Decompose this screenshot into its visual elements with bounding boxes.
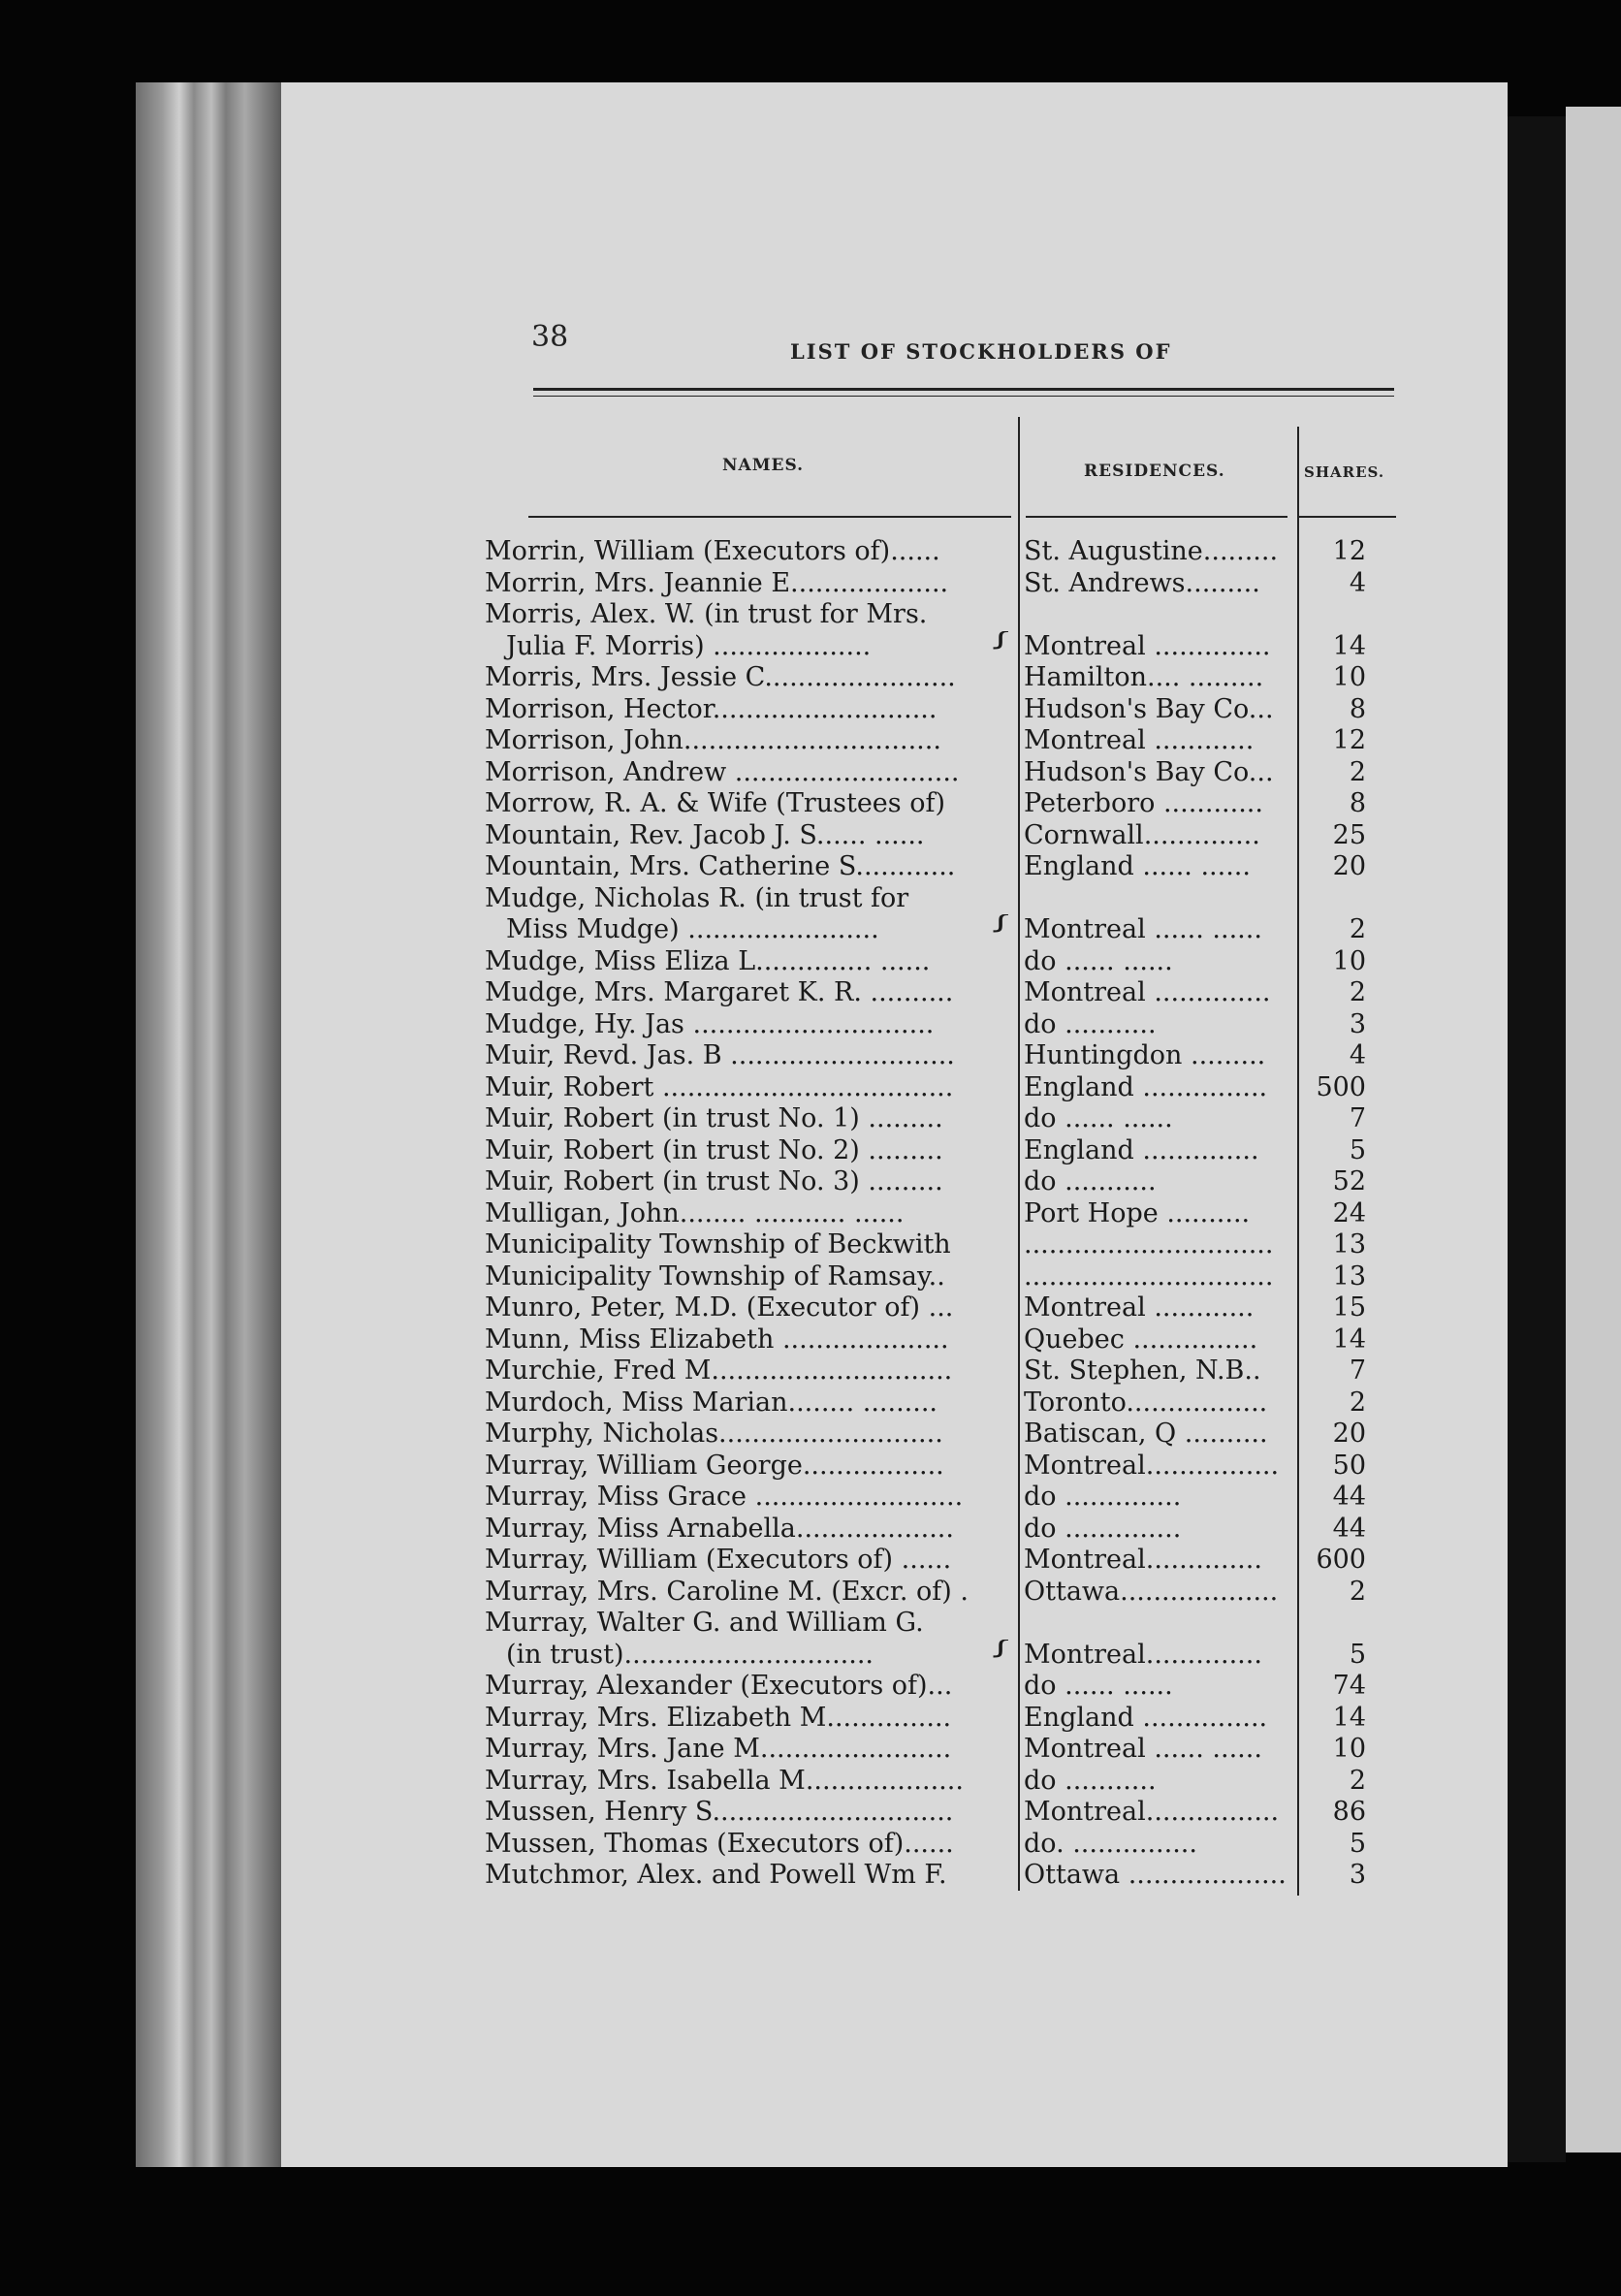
stockholder-name: Murray, Miss Arnabella...................	[485, 1513, 954, 1544]
shares-cell: 12	[1332, 725, 1366, 755]
shares-cell: 2	[1349, 1387, 1366, 1418]
residence-cell: do ..............	[1024, 1482, 1182, 1512]
stockholder-name: Muir, Robert ...................................	[485, 1071, 954, 1102]
top-rule-thin	[533, 396, 1394, 397]
shares-cell: 600	[1316, 1545, 1366, 1575]
stockholder-name: Municipality Township of Ramsay..	[485, 1260, 945, 1292]
shares-cell: 2	[1349, 756, 1366, 787]
residence-cell: Montreal ............	[1024, 1292, 1255, 1323]
stockholder-name: Munn, Miss Elizabeth ....................	[485, 1323, 949, 1355]
shares-cell: 44	[1332, 1513, 1366, 1544]
residence-cell: Batiscan, Q ..........	[1024, 1419, 1268, 1449]
shares-cell: 2	[1349, 1765, 1366, 1796]
stockholder-name: Murdoch, Miss Marian........ .........	[485, 1387, 938, 1418]
shares-cell: 2	[1349, 1576, 1366, 1607]
residence-cell: St. Stephen, N.B..	[1024, 1355, 1261, 1386]
residence-cell: Montreal................	[1024, 1797, 1280, 1827]
shares-cell: 20	[1332, 851, 1366, 881]
stockholder-name: Mountain, Mrs. Catherine S............	[485, 851, 956, 881]
shares-cell: 4	[1349, 1040, 1366, 1070]
residence-cell: Toronto.................	[1024, 1387, 1268, 1418]
residence-cell: Port Hope ..........	[1024, 1197, 1251, 1228]
residence-cell: ..............................	[1024, 1260, 1274, 1292]
stockholder-name: Morrin, Mrs. Jeannie E...................	[485, 567, 949, 598]
residence-cell: Hudson's Bay Co...	[1024, 756, 1274, 787]
residence-cell: Hamilton.... .........	[1024, 662, 1264, 692]
shares-cell: 7	[1349, 1103, 1366, 1133]
top-rule	[533, 388, 1394, 391]
shares-cell: 44	[1332, 1482, 1366, 1512]
column-header-names: NAMES.	[722, 456, 805, 475]
stockholder-name: Mulligan, John........ ........... ......	[485, 1197, 905, 1228]
residence-cell: Montreal..............	[1024, 1639, 1262, 1670]
stockholder-name: Muir, Robert (in trust No. 3) .........	[485, 1166, 943, 1196]
residence-cell: Montreal ............	[1024, 725, 1255, 755]
residence-cell: Montreal..............	[1024, 1545, 1262, 1575]
residence-cell: do ..............	[1024, 1513, 1182, 1544]
stockholder-name: Murray, Mrs. Elizabeth M...............	[485, 1702, 952, 1733]
shares-cell: 14	[1332, 1702, 1366, 1733]
residence-cell: England ..............	[1024, 1134, 1259, 1165]
shares-cell: 52	[1332, 1166, 1366, 1196]
names-column	[485, 536, 1013, 1892]
stockholder-name: Mudge, Nicholas R. (in trust for	[485, 882, 909, 913]
stockholder-name: Mudge, Miss Eliza L.............. ......	[485, 945, 931, 976]
residence-cell: Hudson's Bay Co...	[1024, 693, 1274, 724]
stockholder-name: Mountain, Rev. Jacob J. S...... ......	[485, 819, 925, 850]
shares-cell	[1299, 599, 1372, 631]
shares-cell: 2	[1349, 977, 1366, 1007]
shares-cell: 20	[1332, 1419, 1366, 1449]
shares-cell: 7	[1349, 1355, 1366, 1386]
shares-cell: 5	[1349, 1828, 1366, 1859]
shares-cell: 500	[1316, 1071, 1366, 1102]
book-spine	[136, 82, 281, 2167]
residence-cell: Montreal................	[1024, 1450, 1280, 1481]
shares-cell: 8	[1349, 693, 1366, 724]
shares-cell	[1299, 1608, 1372, 1640]
shares-cell: 14	[1332, 630, 1366, 661]
header-underline-names	[528, 516, 1011, 518]
stockholder-name: Muir, Revd. Jas. B ...........................	[485, 1040, 955, 1070]
header-underline-residences	[1026, 516, 1287, 518]
shares-cell: 15	[1332, 1292, 1366, 1323]
stockholder-name: Mutchmor, Alex. and Powell Wm F.	[485, 1860, 947, 1890]
residence-cell	[1018, 1608, 1299, 1640]
residence-cell: Quebec ...............	[1024, 1323, 1258, 1355]
residence-cell	[1018, 599, 1299, 631]
residence-cell: do ...........	[1024, 1166, 1157, 1196]
shares-cell: 4	[1349, 567, 1366, 598]
stockholder-name: Municipality Township of Beckwith	[485, 1229, 951, 1260]
shares-column	[1299, 536, 1372, 1892]
stockholder-name: Morrow, R. A. & Wife (Trustees of)	[485, 788, 946, 818]
stockholder-name: Morris, Alex. W. (in trust for Mrs.	[485, 599, 928, 629]
residence-cell: do. ...............	[1024, 1828, 1197, 1859]
shares-cell: 10	[1332, 945, 1366, 976]
shares-cell: 74	[1332, 1671, 1366, 1701]
residence-cell: Cornwall..............	[1024, 819, 1260, 850]
shares-cell: 86	[1332, 1797, 1366, 1827]
shares-cell: 5	[1349, 1134, 1366, 1165]
stockholder-name: Miss Mudge) ....................... }	[485, 914, 1013, 946]
stockholder-name: Morrison, Andrew ...........................	[485, 756, 960, 787]
page-number: 38	[531, 320, 569, 354]
stockholder-name: Muir, Robert (in trust No. 1) .........	[485, 1103, 943, 1133]
residence-cell: Huntingdon .........	[1024, 1040, 1266, 1070]
stockholder-name: (in trust).............................. }	[485, 1640, 1013, 1672]
shares-cell: 2	[1349, 914, 1366, 944]
stockholder-name: Mudge, Mrs. Margaret K. R. ..........	[485, 977, 954, 1007]
residence-cell: England ...............	[1024, 1702, 1268, 1733]
stockholder-name: Muir, Robert (in trust No. 2) .........	[485, 1134, 943, 1165]
stockholder-name: Morrin, William (Executors of)......	[485, 536, 940, 566]
residence-cell	[1018, 883, 1299, 915]
stockholder-name: Murray, Mrs. Jane M.......................	[485, 1734, 952, 1764]
stockholder-name: Murray, Alexander (Executors of)...	[485, 1671, 953, 1701]
stockholder-name: Murchie, Fred M.............................	[485, 1355, 953, 1386]
stockholder-name: Murray, Mrs. Caroline M. (Excr. of) .	[485, 1576, 969, 1607]
stockholder-name: Morrison, Hector...........................	[485, 693, 938, 724]
stockholder-name: Morris, Mrs. Jessie C.......................	[485, 662, 956, 692]
residence-cell: ..............................	[1024, 1229, 1274, 1260]
residence-cell: England ...............	[1024, 1071, 1268, 1102]
stockholder-name: Murray, William (Executors of) ......	[485, 1545, 952, 1575]
stockholder-name: Murray, Mrs. Isabella M...................	[485, 1765, 964, 1796]
residence-cell: do ...........	[1024, 1008, 1157, 1039]
residence-cell: Montreal ...... ......	[1024, 914, 1262, 944]
stockholder-name: Morrison, John...............................	[485, 725, 941, 755]
residence-cell: Peterboro ............	[1024, 788, 1263, 818]
shares-cell	[1299, 883, 1372, 915]
residence-cell: do ...... ......	[1024, 945, 1173, 976]
shares-cell: 5	[1349, 1639, 1366, 1670]
stockholder-name: Murray, Walter G. and William G.	[485, 1608, 924, 1638]
residence-cell: do ...... ......	[1024, 1103, 1173, 1133]
shares-cell: 12	[1332, 536, 1366, 566]
residence-cell: do ...........	[1024, 1765, 1157, 1796]
shares-cell: 13	[1332, 1229, 1366, 1260]
residence-cell: St. Andrews.........	[1024, 567, 1260, 598]
stockholder-name: Mudge, Hy. Jas .............................	[485, 1008, 935, 1039]
shares-cell: 10	[1332, 1734, 1366, 1764]
column-header-shares: SHARES.	[1304, 463, 1385, 481]
residence-cell: Ottawa...................	[1024, 1576, 1279, 1607]
residences-column	[1018, 536, 1299, 1892]
residence-cell: Montreal ...... ......	[1024, 1734, 1262, 1764]
shares-cell: 3	[1349, 1860, 1366, 1890]
column-header-residences: RESIDENCES.	[1084, 462, 1225, 481]
shares-cell: 3	[1349, 1008, 1366, 1039]
next-page-edge	[1566, 107, 1621, 2152]
shares-cell: 14	[1332, 1323, 1366, 1355]
stockholder-name: Murray, Miss Grace .........................	[485, 1482, 964, 1512]
shares-cell: 25	[1332, 819, 1366, 850]
shares-cell: 13	[1332, 1260, 1366, 1292]
running-head: LIST OF STOCKHOLDERS OF	[790, 339, 1172, 364]
shares-cell: 8	[1349, 788, 1366, 818]
residence-cell: St. Augustine.........	[1024, 536, 1279, 566]
shares-cell: 50	[1332, 1450, 1366, 1481]
residence-cell: Ottawa ...................	[1024, 1860, 1287, 1890]
shares-cell: 10	[1332, 662, 1366, 692]
page-gutter-shadow	[1508, 116, 1566, 2162]
stockholder-name: Munro, Peter, M.D. (Executor of) ...	[485, 1292, 954, 1323]
residence-cell: England ...... ......	[1024, 851, 1251, 881]
stockholder-name: Murphy, Nicholas...........................	[485, 1419, 943, 1449]
header-underline-shares	[1299, 516, 1396, 518]
shares-cell: 24	[1332, 1197, 1366, 1228]
residence-cell: Montreal ..............	[1024, 977, 1271, 1007]
residence-cell: Montreal ..............	[1024, 630, 1271, 661]
stockholder-name: Mussen, Thomas (Executors of)......	[485, 1828, 954, 1859]
stockholder-name: Mussen, Henry S.............................	[485, 1797, 954, 1827]
stockholder-name: Murray, William George.................	[485, 1450, 944, 1481]
stockholder-name: Julia F. Morris) ................... }	[485, 631, 1013, 663]
residence-cell: do ...... ......	[1024, 1671, 1173, 1701]
